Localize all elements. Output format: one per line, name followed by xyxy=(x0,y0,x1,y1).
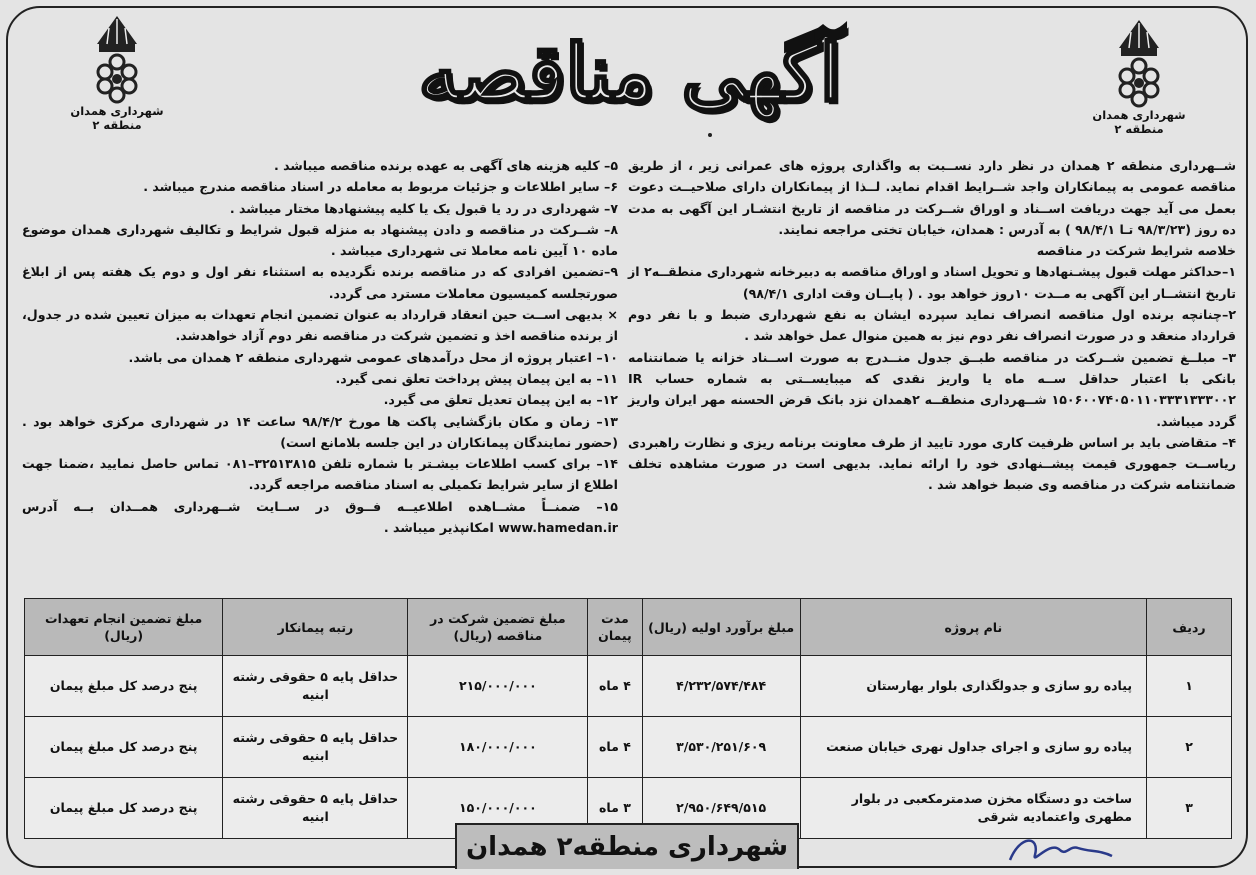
logo-left-caption-2: منطقه ۲ xyxy=(92,118,142,132)
estimated-amount: ۲/۹۵۰/۶۴۹/۵۱۵ xyxy=(642,778,800,839)
item15-text: ۱۵– ضمنــاً مشــاهده اطلاعیــه فــوق در ســایت شــهرداری همــدان بــه آدرس xyxy=(22,498,618,514)
estimated-amount: ۳/۵۳۰/۲۵۱/۶۰۹ xyxy=(642,717,800,778)
logo-right-caption-1: شهرداری همدان xyxy=(1092,108,1186,122)
right-text-column xyxy=(628,155,1236,496)
condition-item: ۱۲– به این پیمان تعدیل تعلق می گیرد. xyxy=(383,392,618,408)
condition-item: ۲–چنانچه برنده اول مناقصه انصراف نماید سپرده ایشان به نفع شهرداری ضبط و با نفر دوم قرارداد منعقد و در صورت انصراف نفر دوم نیز به همین منوال عمل خواهد شد . xyxy=(628,307,1236,344)
projects-table xyxy=(24,598,1232,839)
performance-guarantee: پنج درصد کل مبلغ پیمان xyxy=(25,778,223,839)
performance-guarantee: پنج درصد کل مبلغ پیمان xyxy=(25,656,223,717)
condition-item: ۱۱– به این پیمان پیش پرداخت تعلق نمی گیرد. xyxy=(335,370,618,386)
condition-item: ۴– متقاضی باید بر اساس ظرفیت کاری مورد تایید از طرف معاونت برنامه ریزی و نظارت راهبردی ریاســت جمهوری قیمت پیشــنهادی خود را ارائه نماید. بدیهی است در صورت مشاهده تخلف ضمانتنامه شرکت در مناقصه وی ضبط خواهد شد . xyxy=(628,434,1236,493)
table-row xyxy=(25,717,1232,778)
bid-guarantee: ۱۸۰/۰۰۰/۰۰۰ xyxy=(408,717,588,778)
column-header: ردیف xyxy=(1147,599,1232,656)
project-name: پیاده رو سازی و اجرای جداول نهری خیابان صنعت xyxy=(800,717,1146,778)
project-name: پیاده رو سازی و جدولگذاری بلوار بهارستان xyxy=(800,656,1146,717)
contractor-grade: حداقل پایه ۵ حقوقی رشته ابنیه xyxy=(223,656,408,717)
municipality-logo-right xyxy=(1064,18,1214,136)
logo-right-caption-2: منطقه ۲ xyxy=(1114,122,1164,136)
condition-item: ۶– سایر اطلاعات و جزئیات مربوط به معامله در اسناد مناقصه مندرج میباشد . xyxy=(143,179,618,195)
bid-guarantee: ۲۱۵/۰۰۰/۰۰۰ xyxy=(408,656,588,717)
contract-duration: ۴ ماه xyxy=(588,717,642,778)
column-header: مبلغ تضمین انجام تعهدات (ریال) xyxy=(25,599,223,656)
website-link[interactable]: www.hamedan.ir xyxy=(498,520,618,536)
project-name: ساخت دو دستگاه مخزن صدمترمکعبی در بلوار مطهری واعتمادیه شرقی xyxy=(800,778,1146,839)
condition-item: ۳– مبلــغ تضمین شــرکت در مناقصه طبــق جدول منــدرج به صورت اســناد خزانه یا ضمانتنامه بانکی با اعتبار حداقل ســه ماه یا واریز نقدی که میبایســتی به شماره حساب IR ۱۵۰۶۰۰۷۴۰۵۰۱۱۰۳۳۳۱۳۳۳۰۰۲ شــهرداری منطقــه ۲همدان نزد بانک قرض الحسنه مهر ایران واریز گردد میباشد. xyxy=(628,349,1236,429)
signature-icon xyxy=(1000,830,1120,870)
performance-guarantee: پنج درصد کل مبلغ پیمان xyxy=(25,717,223,778)
footer-banner: شهرداری منطقه۲ همدان xyxy=(455,823,799,869)
condition-item: ۱–حداکثر مهلت قبول پیشـنهادها و تحویل اسناد و اوراق مناقصه به دبیرخانه شهرداری منطقــه۲ از تاریخ انتشــار این آگهی به مــدت ۱۰روز خواهد بود . ( پایــان وقت اداری ۹۸/۴/۱) xyxy=(628,264,1236,301)
condition-item: ۷– شهرداری در رد یا قبول یک یا کلیه پیشنهادها مختار میباشد . xyxy=(229,200,618,216)
condition-item: ۵– کلیه هزینه های آگهی به عهده برنده مناقصه میباشد . xyxy=(273,158,618,173)
column-header: رتبه پیمانکار xyxy=(223,599,408,656)
contractor-grade: حداقل پایه ۵ حقوقی رشته ابنیه xyxy=(223,778,408,839)
condition-item-15 xyxy=(22,496,618,539)
column-header: مبلغ تضمین شرکت در مناقصه (ریال) xyxy=(408,599,588,656)
row-number: ۲ xyxy=(1147,717,1232,778)
logo-left-caption-1: شهرداری همدان xyxy=(70,104,164,118)
column-header: نام پروژه xyxy=(800,599,1146,656)
item15-tail: امکانپذیر میباشد . xyxy=(383,520,494,536)
column-header: مبلغ برآورد اولیه (ریال) xyxy=(642,599,800,656)
municipality-emblem-icon xyxy=(87,14,147,104)
row-number: ۳ xyxy=(1147,778,1232,839)
contractor-grade: حداقل پایه ۵ حقوقی رشته ابنیه xyxy=(223,717,408,778)
condition-item: × بدیهی اســت حین انعقاد قرارداد به عنوان تضمین انجام تعهدات به میزان تعیین شده در جدول، از برنده مناقصه اخذ و تضمین شرکت در مناقصه نفر دوم آزاد خواهدشد. xyxy=(22,307,618,344)
contract-duration: ۴ ماه xyxy=(588,656,642,717)
condition-item: ۹–تضمین افرادی که در مناقصه برنده نگردیده به استثناء نفر اول و دوم یک هفته پس از ابلاغ صورتجلسه کمیسیون معاملات مسترد می گردد. xyxy=(22,264,618,301)
estimated-amount: ۴/۲۳۲/۵۷۴/۴۸۴ xyxy=(642,656,800,717)
decorative-dot xyxy=(708,133,712,137)
contract-duration: ۳ ماه xyxy=(588,778,642,839)
table-row xyxy=(25,656,1232,717)
row-number: ۱ xyxy=(1147,656,1232,717)
summary-heading: خلاصه شرایط شرکت در مناقصه xyxy=(1036,243,1236,259)
intro-paragraph: شــهرداری منطقه ۲ همدان در نظر دارد نســبت به واگذاری پروژه های عمرانی زیر ، از طریق مناقصه عمومی به پیمانکاران واجد شــرایط اقدام نماید. لــذا از پیمانکاران دارای صلاحیــت دعوت بعمل می آید جهت دریافت اســناد و اوراق شــرکت در مناقصه از تاریخ انتشـار این آگهی به مدت ده روز (۹۸/۳/۲۳ تـا ۹۸/۴/۱ ) به آدرس : همدان، خیابان تختی مراجعه نمایند. xyxy=(628,158,1237,237)
column-header: مدت پیمان xyxy=(588,599,642,656)
condition-item: ۱۴– برای کسب اطلاعات بیشـتر با شماره تلفن ۳۲۵۱۳۸۱۵–۰۸۱ تماس حاصل نمایید ،ضمنا جهت اطلاع از سایر شرایط تکمیلی به اسناد مناقصه مراجعه گردد. xyxy=(22,456,618,493)
condition-item: ۸– شــرکت در مناقصه و دادن پیشنهاد به منزله قبول شرایط و تکالیف شهرداری همدان موضوع ماده ۱۰ آیین نامه معاملا تی شهرداری میباشد . xyxy=(22,221,618,259)
municipality-emblem-icon xyxy=(1109,18,1169,108)
condition-item: ۱۳– زمان و مکان بازگشایی پاکت ها مورخ ۹۸/۴/۲ ساعت ۱۴ در شهرداری مرکزی خواهد بود .(حضور نمایندگان پیمانکاران در این جلسه بلامانع است) xyxy=(22,413,618,450)
condition-item: ۱۰– اعتبار پروژه از محل درآمدهای عمومی شهرداری منطقه ۲ همدان می باشد. xyxy=(128,349,618,365)
table-header-row xyxy=(25,599,1232,656)
bid-guarantee: ۱۵۰/۰۰۰/۰۰۰ xyxy=(408,778,588,839)
notice-title: آگهی مناقصه xyxy=(418,28,842,119)
left-text-column xyxy=(22,155,618,538)
municipality-logo-left xyxy=(42,14,192,132)
